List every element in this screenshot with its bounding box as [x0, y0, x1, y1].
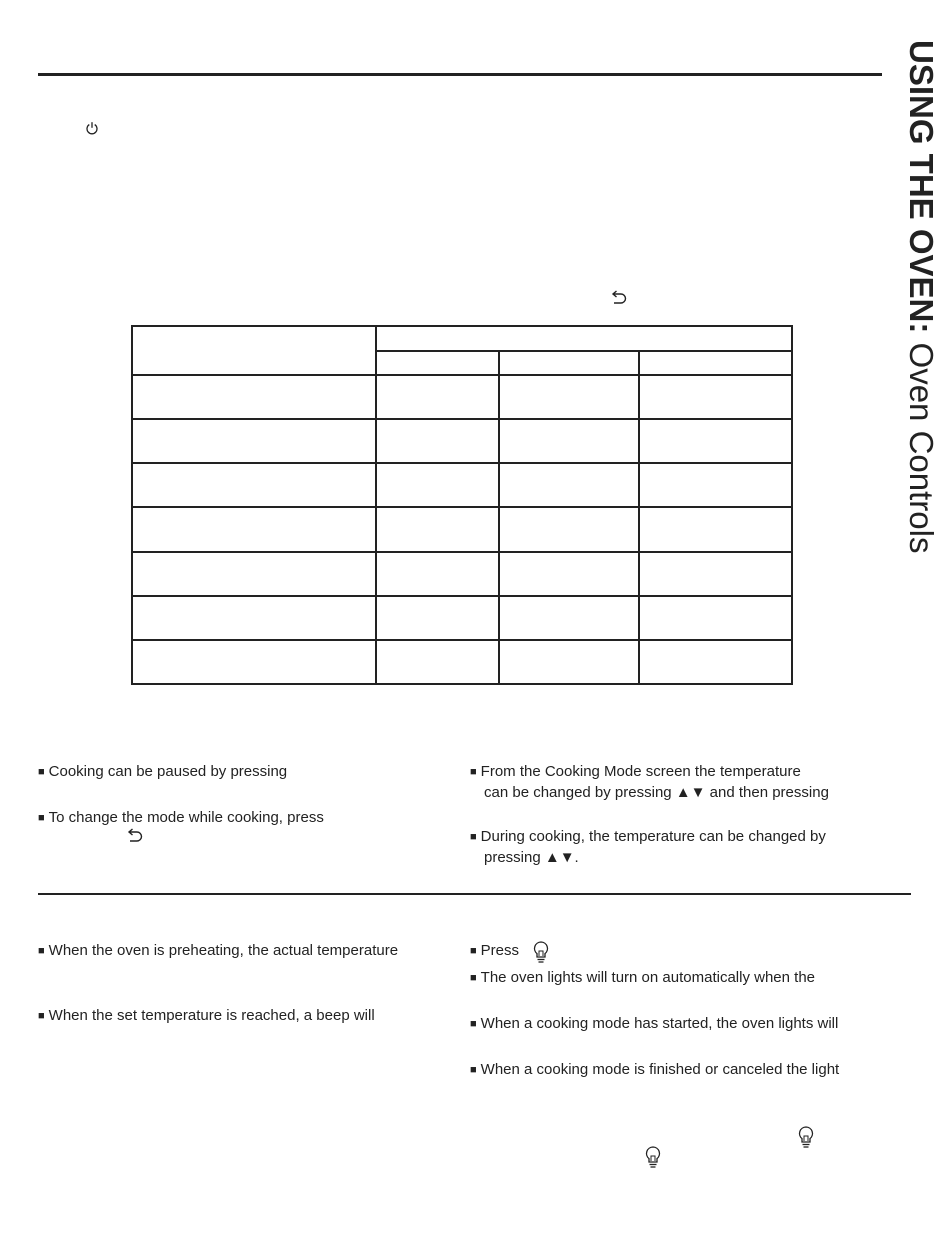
table-cell	[499, 596, 639, 640]
table-cell	[639, 375, 792, 419]
preheat-note-actual-temp: ■ When the oven is preheating, the actual temperature	[38, 942, 399, 959]
table-row	[132, 640, 792, 684]
section-title	[905, 40, 938, 553]
table-cell	[376, 552, 499, 596]
table-cell	[639, 507, 792, 551]
preheat-note-actual-temp-text: When the oven is preheating, the actual temperature	[48, 942, 399, 959]
cooking-note-temp-change-line1: During cooking, the temperature can be changed by	[480, 828, 826, 845]
table-cell	[376, 507, 499, 551]
light-note-mode-finished: ■ When a cooking mode is finished or canceled the light	[470, 1061, 840, 1078]
table-cell	[132, 507, 376, 551]
cooking-note-temp-screen: ■ From the Cooking Mode screen the temperature can be changed by pressing ▲▼ and then pressing	[470, 763, 829, 801]
table-cell	[376, 375, 499, 419]
table-cell	[639, 351, 792, 375]
light-note-mode-started: ■ When a cooking mode has started, the oven lights will	[470, 1015, 839, 1032]
section-title-bold: USING THE OVEN:	[903, 40, 940, 334]
table-cell	[132, 640, 376, 684]
light-note-mode-started-text: When a cooking mode has started, the oven lights will	[480, 1015, 839, 1032]
light-note-press: ■ Press	[470, 942, 519, 959]
table-cell	[132, 596, 376, 640]
table-row	[132, 463, 792, 507]
cooking-note-temp-screen-line2: can be changed by pressing ▲▼ and then pressing	[484, 784, 829, 801]
section-title-light: Oven Controls	[903, 333, 940, 554]
cooking-note-temp-change-line2: pressing ▲▼.	[484, 849, 579, 866]
cooking-mode-table	[131, 325, 793, 685]
light-bulb-icon	[532, 940, 550, 964]
cooking-note-temp-change: ■ During cooking, the temperature can be changed by pressing ▲▼.	[470, 828, 826, 866]
cooking-note-pause: ■ Cooking can be paused by pressing	[38, 763, 288, 780]
preheat-note-beep-text: When the set temperature is reached, a beep will	[48, 1007, 375, 1024]
light-bulb-icon	[797, 1125, 815, 1149]
cooking-note-pause-text: Cooking can be paused by pressing	[48, 763, 288, 780]
back-arrow-icon	[126, 828, 144, 844]
table-cell	[639, 419, 792, 463]
table-row	[132, 419, 792, 463]
table-cell	[132, 463, 376, 507]
table-cell	[132, 326, 376, 375]
table-cell	[639, 552, 792, 596]
light-bulb-icon	[644, 1145, 662, 1169]
light-note-press-text: Press	[480, 942, 519, 959]
power-icon	[85, 121, 99, 135]
table-cell	[132, 552, 376, 596]
table-cell	[376, 419, 499, 463]
light-note-auto-on-text: The oven lights will turn on automatically when the	[480, 969, 815, 986]
table-row	[132, 375, 792, 419]
table-cell	[499, 463, 639, 507]
table-cell	[499, 640, 639, 684]
light-note-mode-finished-text: When a cooking mode is finished or canceled the light	[480, 1061, 840, 1078]
table-cell	[376, 351, 499, 375]
section-divider	[38, 893, 911, 895]
table-cell	[376, 463, 499, 507]
table-row	[132, 596, 792, 640]
table-cell	[376, 326, 792, 351]
table-cell	[639, 463, 792, 507]
table-cell	[499, 552, 639, 596]
table-cell	[376, 596, 499, 640]
table-row	[132, 507, 792, 551]
top-divider	[38, 73, 882, 76]
table-cell	[499, 375, 639, 419]
table-cell	[132, 375, 376, 419]
table-header-row	[132, 326, 792, 351]
back-arrow-icon	[610, 290, 628, 306]
table-cell	[132, 419, 376, 463]
table-cell	[499, 507, 639, 551]
table-cell	[499, 419, 639, 463]
table-row	[132, 552, 792, 596]
table-cell	[639, 596, 792, 640]
cooking-note-temp-screen-line1: From the Cooking Mode screen the temperature	[480, 763, 801, 780]
cooking-note-change-mode-text: To change the mode while cooking, press	[48, 809, 324, 826]
preheat-note-beep: ■ When the set temperature is reached, a beep will	[38, 1007, 375, 1024]
table-cell	[376, 640, 499, 684]
cooking-note-change-mode: ■ To change the mode while cooking, press	[38, 809, 324, 826]
light-note-auto-on: ■ The oven lights will turn on automatically when the	[470, 969, 815, 986]
table-cell	[639, 640, 792, 684]
table-cell	[499, 351, 639, 375]
